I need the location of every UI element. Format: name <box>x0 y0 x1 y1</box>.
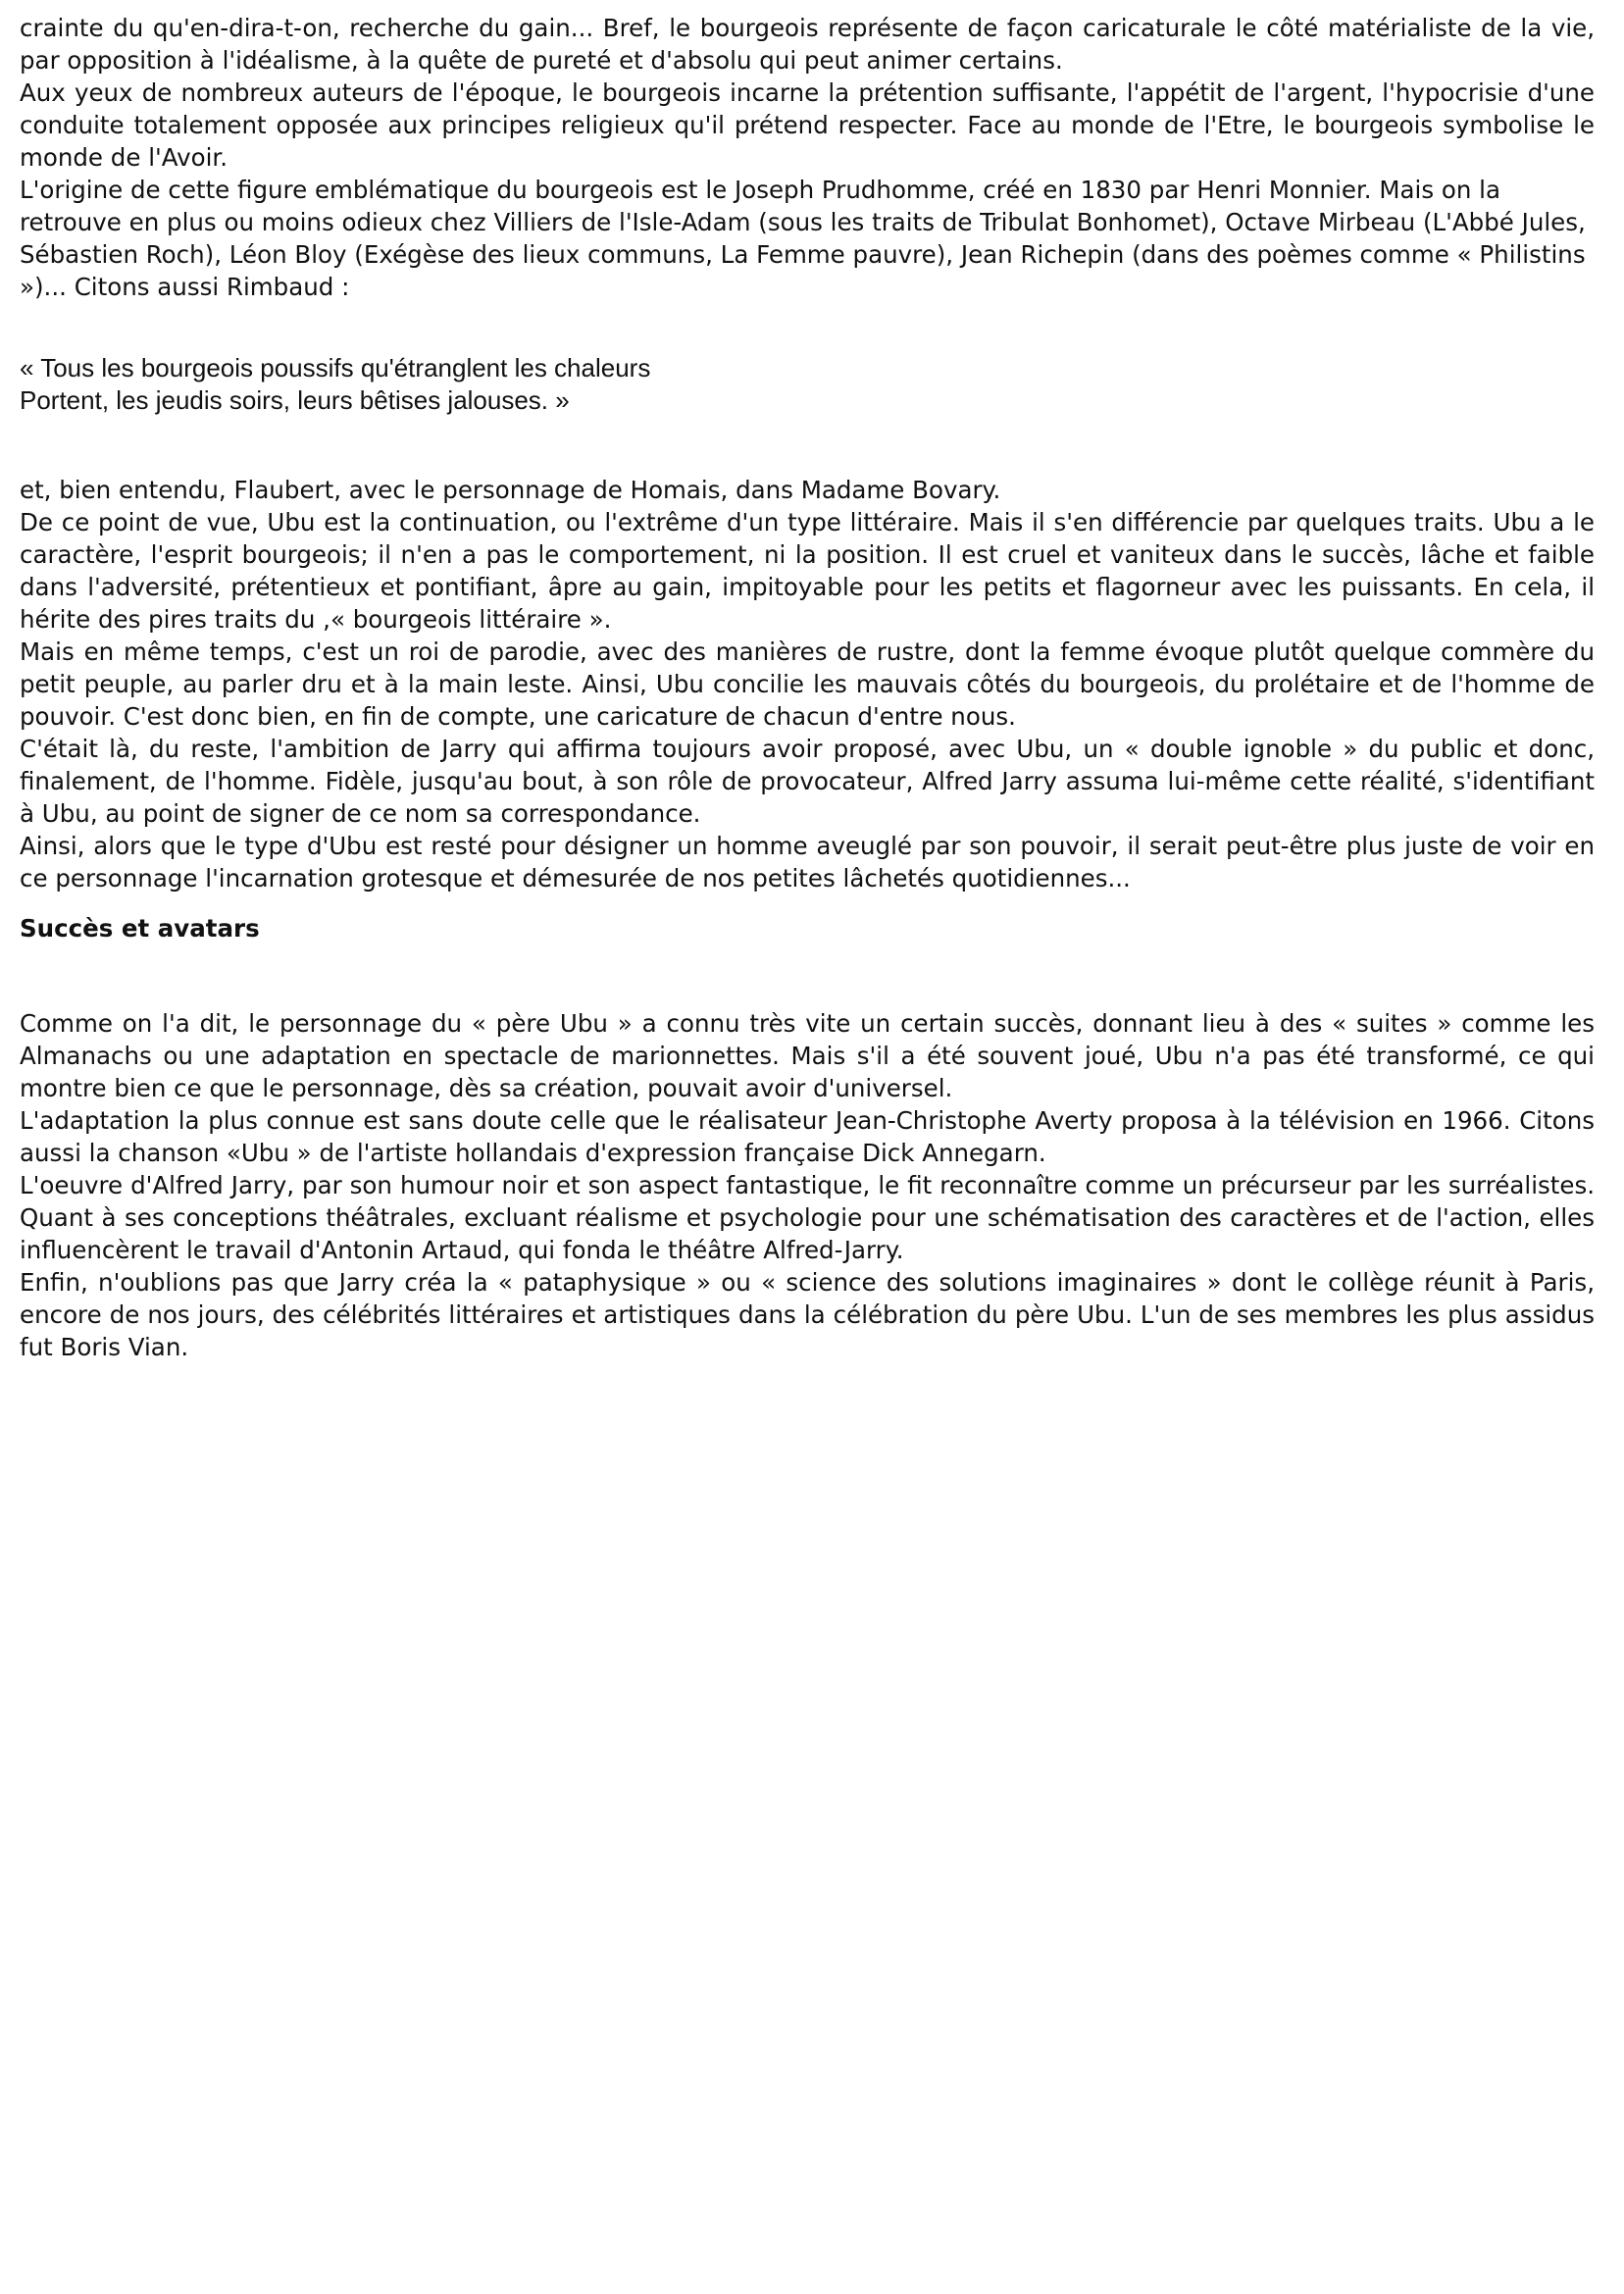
paragraph: L'oeuvre d'Alfred Jarry, par son humour noir et son aspect fantastique, le fit reconnaître comme un précurseur par les surréalistes. Quant à ses conceptions théâtrales, excluant réalisme et psychologie pour une schématisation des caractères et de l'action, elles influencèrent le travail d'Antonin Artaud, qui fonda le théâtre Alfred-Jarry. <box>20 1171 1595 1264</box>
spacer <box>20 944 1595 1007</box>
paragraph: Ainsi, alors que le type d'Ubu est resté pour désigner un homme aveuglé par son pouvoir, il serait peut-être plus juste de voir en ce personnage l'incarnation grotesque et démesurée de nos petites lâchetés quotidiennes... <box>20 832 1595 892</box>
paragraph: L'origine de cette figure emblématique du bourgeois est le Joseph Prudhomme, créé en 1830 par Henri Monnier. Mais on la retrouve en plus ou moins odieux chez Villiers de l'Isle-Adam (sous les traits de Tribulat Bonhomet), Octave Mirbeau (L'Abbé Jules, Sébastien Roch), Léon Bloy (Exégèse des lieux communs, La Femme pauvre), Jean Richepin (dans des poèmes comme « Philistins »)... Citons aussi Rimbaud : <box>20 176 1586 301</box>
paragraph: Aux yeux de nombreux auteurs de l'époque, le bourgeois incarne la prétention suffisante, l'appétit de l'argent, l'hypocrisie d'une conduite totalement opposée aux principes religieux qu'il prétend respecter. Face au monde de l'Etre, le bourgeois symbolise le monde de l'Avoir. <box>20 78 1595 172</box>
paragraph: De ce point de vue, Ubu est la continuation, ou l'extrême d'un type littéraire. Mais il s'en différencie par quelques traits. Ubu a le caractère, l'esprit bourgeois; il n'en a pas le comportement, ni la position. Il est cruel et vaniteux dans le succès, lâche et faible dans l'adversité, prétentieux et pontifiant, âpre au gain, impitoyable pour les petits et flagorneur avec les puissants. En cela, il hérite des pires traits du ,« bourgeois littéraire ». <box>20 508 1595 634</box>
paragraph: et, bien entendu, Flaubert, avec le personnage de Homais, dans Madame Bovary. <box>20 476 1001 504</box>
paragraph: Mais en même temps, c'est un roi de parodie, avec des manières de rustre, dont la femme évoque plutôt quelque commère du petit peuple, au parler dru et à la main leste. Ainsi, Ubu concilie les mauvais côtés du bourgeois, du prolétaire et de l'homme de pouvoir. C'est donc bien, en fin de compte, une caricature de chacun d'entre nous. <box>20 637 1595 731</box>
poem-quote <box>20 352 1595 417</box>
quote-line: Portent, les jeudis soirs, leurs bêtises jalouses. » <box>20 385 570 415</box>
spacer <box>20 303 1595 352</box>
paragraph: C'était là, du reste, l'ambition de Jarry qui affirma toujours avoir proposé, avec Ubu, un « double ignoble » du public et donc, finalement, de l'homme. Fidèle, jusqu'au bout, à son rôle de provocateur, Alfred Jarry assuma lui-même cette réalité, s'identifiant à Ubu, au point de signer de ce nom sa correspondance. <box>20 735 1595 828</box>
spacer <box>20 417 1595 474</box>
paragraph: L'adaptation la plus connue est sans doute celle que le réalisateur Jean-Christophe Averty proposa à la télévision en 1966. Citons aussi la chanson «Ubu » de l'artiste hollandais d'expression française Dick Annegarn. <box>20 1106 1595 1167</box>
quote-line: « Tous les bourgeois poussifs qu'étranglent les chaleurs <box>20 353 651 382</box>
paragraph: crainte du qu'en-dira-t-on, recherche du gain... Bref, le bourgeois représente de façon caricaturale le côté matérialiste de la vie, par opposition à l'idéalisme, à la quête de pureté et d'absolu qui peut animer certains. <box>20 14 1595 75</box>
paragraph: Enfin, n'oublions pas que Jarry créa la « pataphysique » ou « science des solutions imaginaires » dont le collège réunit à Paris, encore de nos jours, des célébrités littéraires et artistiques dans la célébration du père Ubu. L'un de ses membres les plus assidus fut Boris Vian. <box>20 1268 1595 1361</box>
section-heading: Succès et avatars <box>20 914 260 943</box>
document-page <box>20 12 1595 1363</box>
paragraph: Comme on l'a dit, le personnage du « père Ubu » a connu très vite un certain succès, donnant lieu à des « suites » comme les Almanachs ou une adaptation en spectacle de marionnettes. Mais s'il a été souvent joué, Ubu n'a pas été transformé, ce qui montre bien ce que le personnage, dès sa création, pouvait avoir d'universel. <box>20 1009 1595 1102</box>
